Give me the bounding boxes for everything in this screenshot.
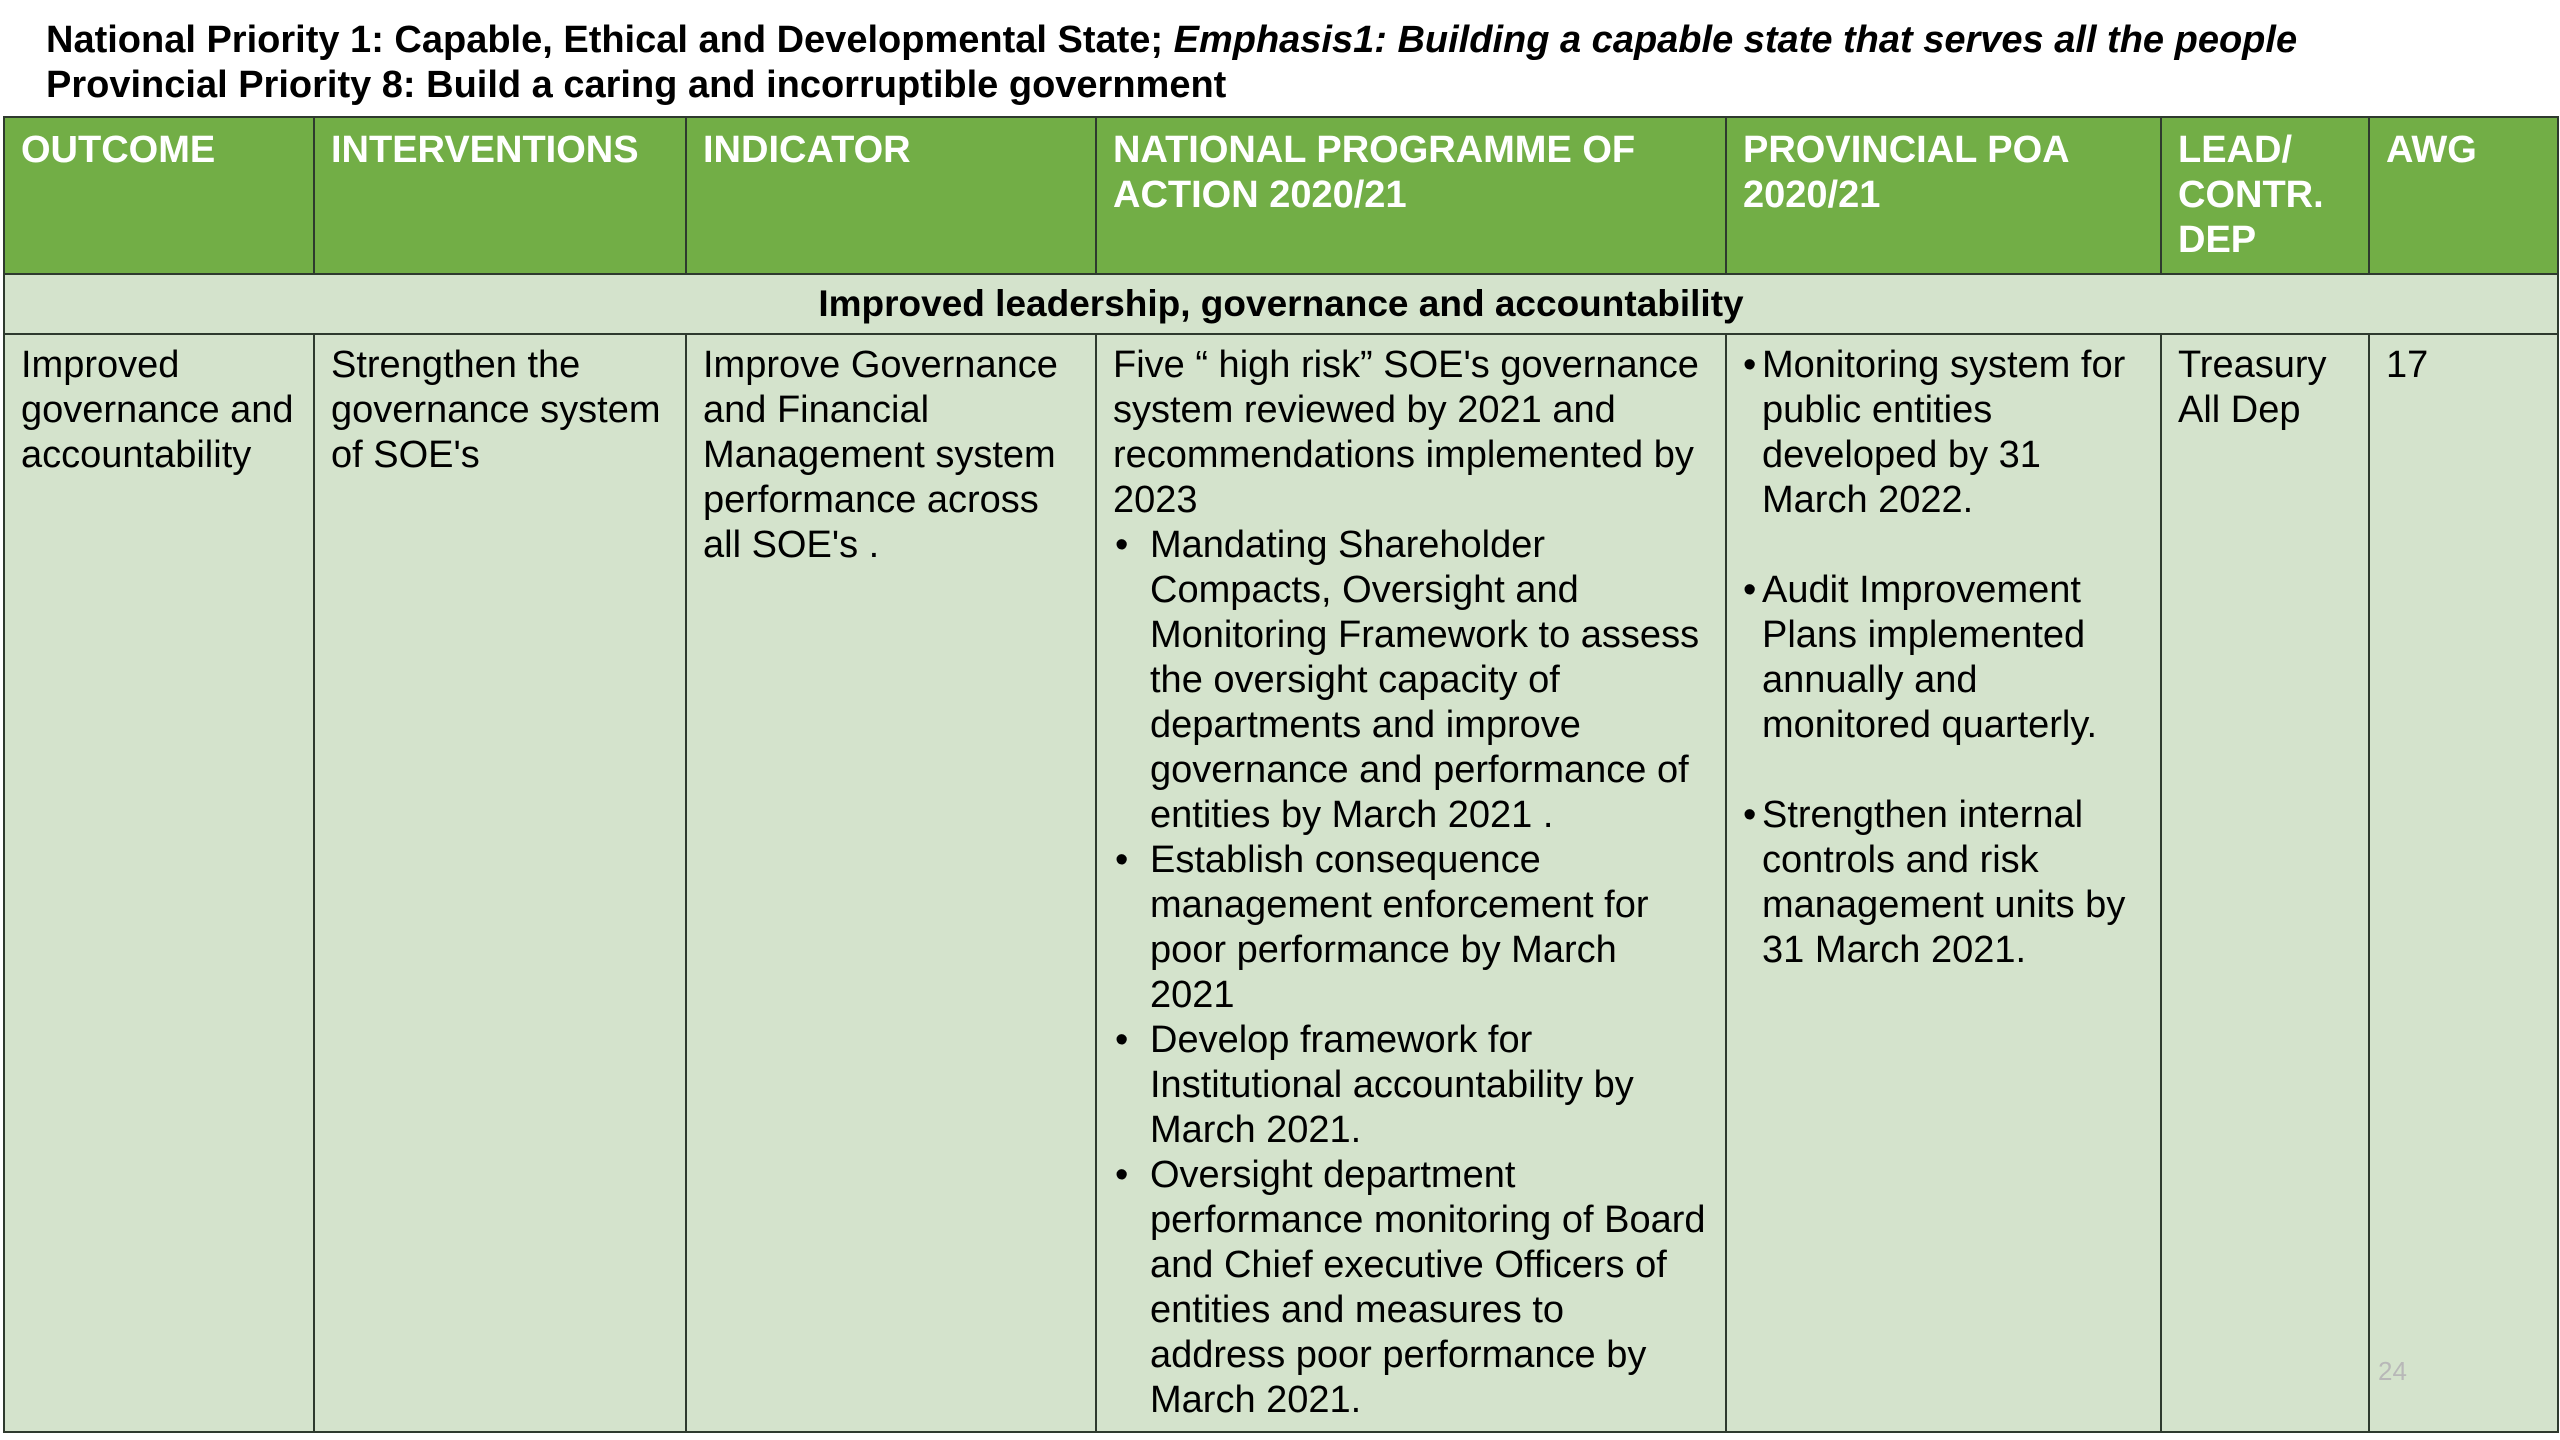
npoa-bullet-list (1113, 523, 1709, 1423)
column-header-indicator: INDICATOR (686, 117, 1096, 274)
column-header-provincial-poa: PROVINCIAL POA 2020/21 (1726, 117, 2161, 274)
npoa-bullet-2: • Establish consequence management enforcement for poor performance by March 2021 (1113, 838, 1709, 1018)
ppoa-bullet-2: • Audit Improvement Plans implemented annually and monitored quarterly. (1743, 568, 2144, 748)
lead-dep-all: All Dep (2178, 389, 2301, 431)
national-priority-line (46, 18, 2526, 63)
ppoa-bullet-list (1743, 343, 2144, 973)
cell-outcome: Improved governance and accountability (4, 334, 314, 1432)
column-header-outcome: OUTCOME (4, 117, 314, 274)
emphasis-text: Emphasis1: Building a capable state that serves all the people (1173, 19, 2298, 61)
cell-indicator: Improve Governance and Financial Management system performance across all SOE's . (686, 334, 1096, 1432)
table-header-row (4, 117, 2558, 274)
lead-dep-treasury: Treasury (2178, 344, 2327, 386)
slide-header (46, 18, 2526, 108)
cell-national-poa (1096, 334, 1726, 1432)
column-header-lead-dep: LEAD/ CONTR. DEP (2161, 117, 2369, 274)
ppoa-bullet-1: • Monitoring system for public entities developed by 31 March 2022. (1743, 343, 2144, 523)
column-header-awg: AWG (2369, 117, 2558, 274)
section-title: Improved leadership, governance and accountability (4, 274, 2558, 334)
npoa-bullet-1: • Mandating Shareholder Compacts, Oversight and Monitoring Framework to assess the oversight capacity of departments and improve governance and performance of entities by March 2021 . (1113, 523, 1709, 838)
cell-provincial-poa (1726, 334, 2161, 1432)
page-number: 24 (2378, 1356, 2407, 1386)
column-header-national-poa: NATIONAL PROGRAMME OF ACTION 2020/21 (1096, 117, 1726, 274)
priority-table (3, 116, 2559, 1433)
cell-lead-dep (2161, 334, 2369, 1432)
npoa-bullet-4: • Oversight department performance monitoring of Board and Chief executive Officers of entities and measures to address poor performance by March 2021. (1113, 1153, 1709, 1423)
table-row (4, 334, 2558, 1432)
cell-awg: 17 (2369, 334, 2558, 1432)
national-priority-text: National Priority 1: Capable, Ethical and Developmental State; (46, 19, 1174, 61)
cell-interventions: Strengthen the governance system of SOE's (314, 334, 686, 1432)
section-row (4, 274, 2558, 334)
ppoa-bullet-3: • Strengthen internal controls and risk management units by 31 March 2021. (1743, 793, 2144, 973)
provincial-priority-line: Provincial Priority 8: Build a caring and incorruptible government (46, 64, 1227, 106)
npoa-intro: Five “ high risk” SOE's governance system reviewed by 2021 and recommendations implemented by 2023 (1113, 344, 1699, 521)
column-header-interventions: INTERVENTIONS (314, 117, 686, 274)
npoa-bullet-3: • Develop framework for Institutional accountability by March 2021. (1113, 1018, 1709, 1153)
